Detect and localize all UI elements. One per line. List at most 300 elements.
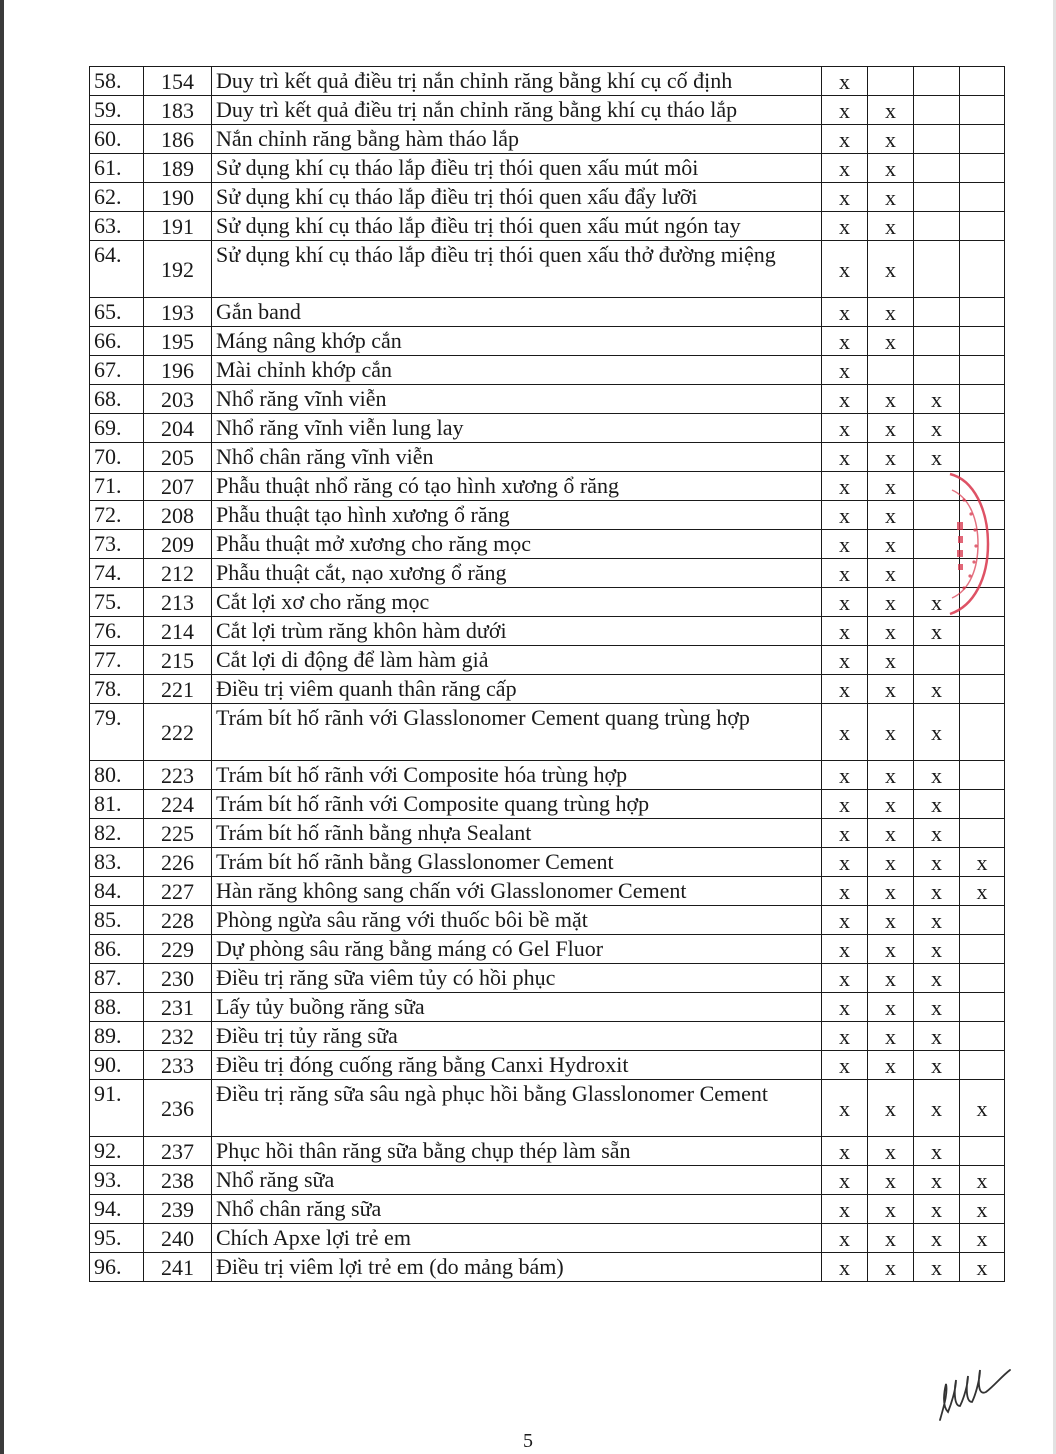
level-2-mark: x <box>868 298 914 327</box>
level-3-mark: x <box>914 617 960 646</box>
procedure-name: Trám bít hố rãnh với Composite quang trùng hợp <box>212 790 822 819</box>
level-1-mark: x <box>822 1080 868 1137</box>
row-number: 96. <box>90 1253 144 1282</box>
row-number: 84. <box>90 877 144 906</box>
procedure-code: 240 <box>144 1224 212 1253</box>
table-row <box>90 819 1005 848</box>
level-4-mark <box>960 385 1005 414</box>
level-4-mark <box>960 241 1005 298</box>
row-number: 86. <box>90 935 144 964</box>
procedure-code: 223 <box>144 761 212 790</box>
level-3-mark: x <box>914 588 960 617</box>
level-4-mark: x <box>960 1195 1005 1224</box>
procedure-code: 222 <box>144 704 212 761</box>
level-2-mark: x <box>868 385 914 414</box>
procedure-code: 215 <box>144 646 212 675</box>
table-row <box>90 472 1005 501</box>
level-2-mark <box>868 356 914 385</box>
procedure-code: 231 <box>144 993 212 1022</box>
table-row <box>90 935 1005 964</box>
level-4-mark <box>960 675 1005 704</box>
level-2-mark: x <box>868 761 914 790</box>
table-row <box>90 906 1005 935</box>
level-4-mark <box>960 704 1005 761</box>
procedure-code: 193 <box>144 298 212 327</box>
row-number: 91. <box>90 1080 144 1137</box>
procedure-code: 154 <box>144 67 212 96</box>
procedure-code: 229 <box>144 935 212 964</box>
level-4-mark <box>960 790 1005 819</box>
procedure-name: Cắt lợi di động để làm hàm giả <box>212 646 822 675</box>
level-1-mark: x <box>822 761 868 790</box>
level-1-mark: x <box>822 790 868 819</box>
procedure-code: 203 <box>144 385 212 414</box>
level-2-mark <box>868 67 914 96</box>
row-number: 73. <box>90 530 144 559</box>
procedure-name: Duy trì kết quả điều trị nắn chỉnh răng bằng khí cụ tháo lắp <box>212 96 822 125</box>
procedure-code: 209 <box>144 530 212 559</box>
procedure-name: Máng nâng khớp cắn <box>212 327 822 356</box>
table-row <box>90 1051 1005 1080</box>
table-row <box>90 704 1005 761</box>
row-number: 69. <box>90 414 144 443</box>
level-1-mark: x <box>822 588 868 617</box>
level-4-mark <box>960 964 1005 993</box>
procedure-name: Sử dụng khí cụ tháo lắp điều trị thói quen xấu đẩy lưỡi <box>212 183 822 212</box>
level-2-mark: x <box>868 530 914 559</box>
table-row <box>90 356 1005 385</box>
level-3-mark: x <box>914 414 960 443</box>
table-row <box>90 443 1005 472</box>
level-1-mark: x <box>822 935 868 964</box>
procedure-name: Điều trị răng sữa viêm tủy có hồi phục <box>212 964 822 993</box>
level-4-mark <box>960 443 1005 472</box>
level-3-mark: x <box>914 1080 960 1137</box>
level-1-mark: x <box>822 241 868 298</box>
table-row <box>90 298 1005 327</box>
level-3-mark <box>914 298 960 327</box>
level-1-mark: x <box>822 125 868 154</box>
table-row <box>90 1224 1005 1253</box>
procedure-code: 224 <box>144 790 212 819</box>
row-number: 61. <box>90 154 144 183</box>
level-1-mark: x <box>822 472 868 501</box>
level-3-mark <box>914 183 960 212</box>
procedure-name: Gắn band <box>212 298 822 327</box>
level-2-mark: x <box>868 1022 914 1051</box>
level-1-mark: x <box>822 877 868 906</box>
procedure-name: Cắt lợi xơ cho răng mọc <box>212 588 822 617</box>
table-row <box>90 1022 1005 1051</box>
level-4-mark <box>960 356 1005 385</box>
level-1-mark: x <box>822 501 868 530</box>
level-3-mark: x <box>914 1166 960 1195</box>
row-number: 71. <box>90 472 144 501</box>
procedure-code: 226 <box>144 848 212 877</box>
procedure-code: 207 <box>144 472 212 501</box>
level-4-mark: x <box>960 1253 1005 1282</box>
row-number: 58. <box>90 67 144 96</box>
level-4-mark <box>960 617 1005 646</box>
level-2-mark: x <box>868 588 914 617</box>
level-4-mark <box>960 414 1005 443</box>
procedure-table <box>89 66 1005 1282</box>
level-4-mark <box>960 183 1005 212</box>
level-4-mark <box>960 125 1005 154</box>
row-number: 70. <box>90 443 144 472</box>
row-number: 60. <box>90 125 144 154</box>
level-4-mark <box>960 327 1005 356</box>
level-1-mark: x <box>822 848 868 877</box>
row-number: 81. <box>90 790 144 819</box>
procedure-code: 196 <box>144 356 212 385</box>
level-3-mark: x <box>914 877 960 906</box>
level-3-mark <box>914 646 960 675</box>
level-2-mark: x <box>868 559 914 588</box>
page-number: 5 <box>523 1430 533 1452</box>
level-3-mark: x <box>914 964 960 993</box>
level-3-mark <box>914 327 960 356</box>
level-2-mark: x <box>868 472 914 501</box>
row-number: 62. <box>90 183 144 212</box>
procedure-name: Phục hồi thân răng sữa bằng chụp thép làm sẵn <box>212 1137 822 1166</box>
level-3-mark: x <box>914 1224 960 1253</box>
level-3-mark <box>914 212 960 241</box>
row-number: 76. <box>90 617 144 646</box>
level-4-mark <box>960 1051 1005 1080</box>
level-4-mark <box>960 761 1005 790</box>
level-2-mark: x <box>868 1166 914 1195</box>
procedure-name: Sử dụng khí cụ tháo lắp điều trị thói quen xấu thở đường miệng <box>212 241 822 298</box>
procedure-code: 190 <box>144 183 212 212</box>
procedure-code: 208 <box>144 501 212 530</box>
procedure-code: 238 <box>144 1166 212 1195</box>
procedure-name: Trám bít hố rãnh với Glasslonomer Cement quang trùng hợp <box>212 704 822 761</box>
level-1-mark: x <box>822 1051 868 1080</box>
table-row <box>90 530 1005 559</box>
level-3-mark <box>914 96 960 125</box>
procedure-name: Lấy tủy buồng răng sữa <box>212 993 822 1022</box>
table-row <box>90 501 1005 530</box>
table-row <box>90 848 1005 877</box>
level-3-mark: x <box>914 790 960 819</box>
level-3-mark <box>914 356 960 385</box>
level-3-mark: x <box>914 819 960 848</box>
procedure-name: Trám bít hố rãnh bằng Glasslonomer Cement <box>212 848 822 877</box>
procedure-name: Dự phòng sâu răng bằng máng có Gel Fluor <box>212 935 822 964</box>
table-row <box>90 790 1005 819</box>
level-1-mark: x <box>822 559 868 588</box>
level-3-mark <box>914 241 960 298</box>
procedure-name: Nhổ răng sữa <box>212 1166 822 1195</box>
procedure-code: 214 <box>144 617 212 646</box>
procedure-name: Điều trị tủy răng sữa <box>212 1022 822 1051</box>
row-number: 93. <box>90 1166 144 1195</box>
row-number: 68. <box>90 385 144 414</box>
procedure-code: 204 <box>144 414 212 443</box>
level-3-mark: x <box>914 848 960 877</box>
level-4-mark: x <box>960 877 1005 906</box>
level-1-mark: x <box>822 819 868 848</box>
row-number: 72. <box>90 501 144 530</box>
row-number: 78. <box>90 675 144 704</box>
table-row <box>90 241 1005 298</box>
red-seal-stamp <box>944 470 994 618</box>
level-1-mark: x <box>822 530 868 559</box>
procedure-name: Điều trị viêm lợi trẻ em (do mảng bám) <box>212 1253 822 1282</box>
level-4-mark <box>960 935 1005 964</box>
level-1-mark: x <box>822 443 868 472</box>
level-4-mark <box>960 212 1005 241</box>
level-3-mark <box>914 154 960 183</box>
level-2-mark: x <box>868 1080 914 1137</box>
level-1-mark: x <box>822 1253 868 1282</box>
level-2-mark: x <box>868 877 914 906</box>
table-row <box>90 1253 1005 1282</box>
procedure-code: 233 <box>144 1051 212 1080</box>
row-number: 63. <box>90 212 144 241</box>
table-row <box>90 993 1005 1022</box>
level-4-mark <box>960 298 1005 327</box>
table-row <box>90 414 1005 443</box>
table-row <box>90 617 1005 646</box>
table-row <box>90 125 1005 154</box>
level-3-mark <box>914 67 960 96</box>
table-row <box>90 675 1005 704</box>
level-1-mark: x <box>822 385 868 414</box>
level-3-mark: x <box>914 675 960 704</box>
row-number: 88. <box>90 993 144 1022</box>
level-3-mark: x <box>914 761 960 790</box>
level-1-mark: x <box>822 96 868 125</box>
row-number: 83. <box>90 848 144 877</box>
procedure-name: Trám bít hố rãnh với Composite hóa trùng hợp <box>212 761 822 790</box>
procedure-name: Mài chỉnh khớp cắn <box>212 356 822 385</box>
level-2-mark: x <box>868 1253 914 1282</box>
table-row <box>90 877 1005 906</box>
row-number: 95. <box>90 1224 144 1253</box>
table-row <box>90 1195 1005 1224</box>
procedure-code: 186 <box>144 125 212 154</box>
table-row <box>90 559 1005 588</box>
procedure-code: 230 <box>144 964 212 993</box>
level-1-mark: x <box>822 1166 868 1195</box>
row-number: 64. <box>90 241 144 298</box>
row-number: 87. <box>90 964 144 993</box>
level-4-mark <box>960 154 1005 183</box>
level-4-mark <box>960 96 1005 125</box>
level-2-mark: x <box>868 125 914 154</box>
procedure-name: Nhổ chân răng vĩnh viễn <box>212 443 822 472</box>
procedure-name: Cắt lợi trùm răng khôn hàm dưới <box>212 617 822 646</box>
level-2-mark: x <box>868 819 914 848</box>
level-3-mark: x <box>914 1195 960 1224</box>
level-1-mark: x <box>822 327 868 356</box>
level-1-mark: x <box>822 964 868 993</box>
row-number: 92. <box>90 1137 144 1166</box>
procedure-name: Điều trị răng sữa sâu ngà phục hồi bằng Glasslonomer Cement <box>212 1080 822 1137</box>
level-1-mark: x <box>822 1022 868 1051</box>
level-2-mark: x <box>868 154 914 183</box>
table-row <box>90 1166 1005 1195</box>
table-row <box>90 212 1005 241</box>
table-row <box>90 761 1005 790</box>
table-row <box>90 588 1005 617</box>
level-1-mark: x <box>822 617 868 646</box>
level-1-mark: x <box>822 67 868 96</box>
procedure-code: 192 <box>144 241 212 298</box>
procedure-code: 237 <box>144 1137 212 1166</box>
level-3-mark: x <box>914 1022 960 1051</box>
procedure-name: Trám bít hố rãnh bằng nhựa Sealant <box>212 819 822 848</box>
procedure-code: 205 <box>144 443 212 472</box>
procedure-name: Sử dụng khí cụ tháo lắp điều trị thói quen xấu mút ngón tay <box>212 212 822 241</box>
level-4-mark: x <box>960 1166 1005 1195</box>
level-4-mark <box>960 993 1005 1022</box>
level-1-mark: x <box>822 646 868 675</box>
row-number: 94. <box>90 1195 144 1224</box>
level-4-mark <box>960 67 1005 96</box>
level-4-mark <box>960 646 1005 675</box>
level-1-mark: x <box>822 212 868 241</box>
table-row <box>90 154 1005 183</box>
level-1-mark: x <box>822 993 868 1022</box>
level-2-mark: x <box>868 183 914 212</box>
level-2-mark: x <box>868 1224 914 1253</box>
level-2-mark: x <box>868 848 914 877</box>
level-4-mark <box>960 906 1005 935</box>
row-number: 82. <box>90 819 144 848</box>
level-2-mark: x <box>868 1137 914 1166</box>
procedure-code: 239 <box>144 1195 212 1224</box>
procedure-name: Sử dụng khí cụ tháo lắp điều trị thói quen xấu mút môi <box>212 154 822 183</box>
level-1-mark: x <box>822 1224 868 1253</box>
table-body <box>90 67 1005 1282</box>
level-2-mark: x <box>868 327 914 356</box>
procedure-name: Nhổ răng vĩnh viễn lung lay <box>212 414 822 443</box>
level-4-mark <box>960 1137 1005 1166</box>
level-2-mark: x <box>868 675 914 704</box>
table-row <box>90 1137 1005 1166</box>
level-1-mark: x <box>822 183 868 212</box>
level-4-mark <box>960 1022 1005 1051</box>
level-1-mark: x <box>822 356 868 385</box>
table-row <box>90 183 1005 212</box>
row-number: 80. <box>90 761 144 790</box>
scan-edge <box>0 0 4 1454</box>
level-3-mark: x <box>914 993 960 1022</box>
procedure-code: 183 <box>144 96 212 125</box>
level-1-mark: x <box>822 1195 868 1224</box>
procedure-code: 221 <box>144 675 212 704</box>
table-row <box>90 67 1005 96</box>
level-3-mark <box>914 125 960 154</box>
row-number: 89. <box>90 1022 144 1051</box>
procedure-name: Duy trì kết quả điều trị nắn chỉnh răng bằng khí cụ cố định <box>212 67 822 96</box>
row-number: 59. <box>90 96 144 125</box>
level-3-mark: x <box>914 935 960 964</box>
procedure-name: Phẫu thuật nhổ răng có tạo hình xương ổ răng <box>212 472 822 501</box>
procedure-name: Phẫu thuật cắt, nạo xương ổ răng <box>212 559 822 588</box>
procedure-code: 228 <box>144 906 212 935</box>
level-2-mark: x <box>868 1195 914 1224</box>
row-number: 74. <box>90 559 144 588</box>
level-4-mark <box>960 819 1005 848</box>
procedure-name: Điều trị viêm quanh thân răng cấp <box>212 675 822 704</box>
row-number: 65. <box>90 298 144 327</box>
procedure-code: 189 <box>144 154 212 183</box>
level-1-mark: x <box>822 704 868 761</box>
level-2-mark: x <box>868 1051 914 1080</box>
row-number: 77. <box>90 646 144 675</box>
level-2-mark: x <box>868 617 914 646</box>
procedure-name: Nhổ chân răng sữa <box>212 1195 822 1224</box>
level-3-mark: x <box>914 1051 960 1080</box>
table-row <box>90 964 1005 993</box>
table-row <box>90 646 1005 675</box>
level-1-mark: x <box>822 906 868 935</box>
level-2-mark: x <box>868 964 914 993</box>
level-3-mark: x <box>914 906 960 935</box>
procedure-code: 195 <box>144 327 212 356</box>
level-2-mark: x <box>868 501 914 530</box>
procedure-code: 232 <box>144 1022 212 1051</box>
row-number: 66. <box>90 327 144 356</box>
level-2-mark: x <box>868 906 914 935</box>
level-3-mark: x <box>914 704 960 761</box>
level-2-mark: x <box>868 704 914 761</box>
level-3-mark: x <box>914 443 960 472</box>
level-2-mark: x <box>868 646 914 675</box>
procedure-name: Nhổ răng vĩnh viễn <box>212 385 822 414</box>
level-2-mark: x <box>868 241 914 298</box>
level-2-mark: x <box>868 790 914 819</box>
procedure-code: 212 <box>144 559 212 588</box>
signature-mark <box>930 1362 1012 1424</box>
level-1-mark: x <box>822 675 868 704</box>
row-number: 85. <box>90 906 144 935</box>
procedure-code: 236 <box>144 1080 212 1137</box>
procedure-name: Nắn chỉnh răng bằng hàm tháo lắp <box>212 125 822 154</box>
procedure-name: Phòng ngừa sâu răng với thuốc bôi bề mặt <box>212 906 822 935</box>
procedure-code: 227 <box>144 877 212 906</box>
level-3-mark: x <box>914 385 960 414</box>
level-2-mark: x <box>868 96 914 125</box>
row-number: 90. <box>90 1051 144 1080</box>
table-row <box>90 385 1005 414</box>
level-1-mark: x <box>822 1137 868 1166</box>
level-2-mark: x <box>868 935 914 964</box>
level-1-mark: x <box>822 154 868 183</box>
level-3-mark: x <box>914 1137 960 1166</box>
row-number: 79. <box>90 704 144 761</box>
level-4-mark: x <box>960 1224 1005 1253</box>
level-1-mark: x <box>822 298 868 327</box>
level-2-mark: x <box>868 443 914 472</box>
table-row <box>90 1080 1005 1137</box>
procedure-code: 241 <box>144 1253 212 1282</box>
level-4-mark: x <box>960 1080 1005 1137</box>
row-number: 75. <box>90 588 144 617</box>
procedure-code: 213 <box>144 588 212 617</box>
procedure-name: Chích Apxe lợi trẻ em <box>212 1224 822 1253</box>
procedure-name: Hàn răng không sang chấn với Glasslonomer Cement <box>212 877 822 906</box>
procedure-name: Điều trị đóng cuống răng bằng Canxi Hydroxit <box>212 1051 822 1080</box>
level-2-mark: x <box>868 414 914 443</box>
procedure-code: 191 <box>144 212 212 241</box>
table-row <box>90 327 1005 356</box>
level-2-mark: x <box>868 993 914 1022</box>
